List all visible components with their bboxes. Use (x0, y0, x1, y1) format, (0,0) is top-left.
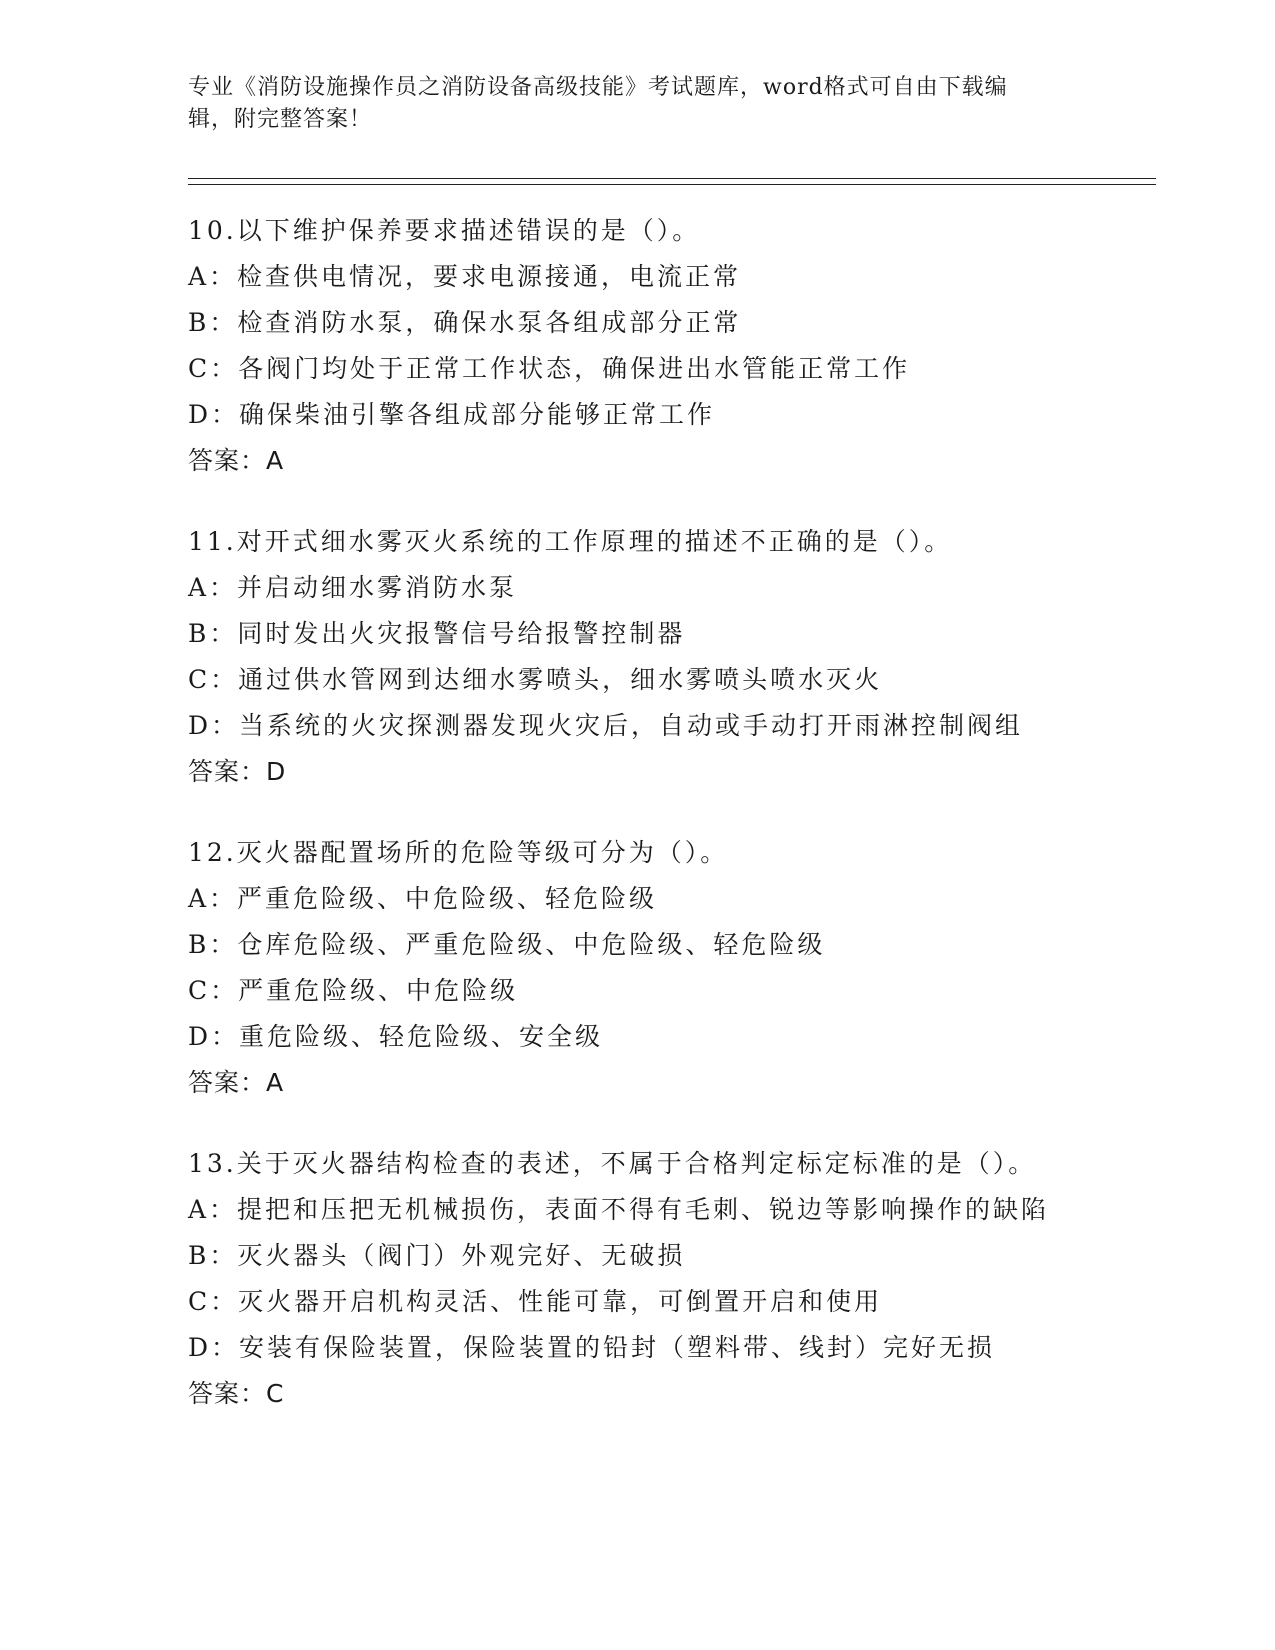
option-c: C：严重危险级、中危险级 (188, 976, 519, 1005)
option-a: A：严重危险级、中危险级、轻危险级 (188, 884, 658, 913)
option-b: B：仓库危险级、严重危险级、中危险级、轻危险级 (188, 930, 826, 959)
option-b: B：检查消防水泵，确保水泵各组成部分正常 (188, 308, 742, 337)
option-a: A：检查供电情况，要求电源接通，电流正常 (188, 262, 742, 291)
option-d: D：重危险级、轻危险级、安全级 (188, 1022, 604, 1051)
header-line-2: 辑，附完整答案！ (188, 107, 373, 132)
answer-line: 答案：C (188, 1379, 285, 1408)
option-d: D：安装有保险装置，保险装置的铅封（塑料带、线封）完好无损 (188, 1333, 996, 1362)
question-list (188, 208, 1156, 1452)
option-b: B：灭火器头（阀门）外观完好、无破损 (188, 1241, 686, 1270)
question-stem: 12.灭火器配置场所的危险等级可分为（）。 (188, 838, 729, 867)
option-a: A：并启动细水雾消防水泵 (188, 573, 518, 602)
question-10 (188, 208, 1156, 484)
option-c: C：灭火器开启机构灵活、性能可靠，可倒置开启和使用 (188, 1287, 883, 1316)
option-c: C：通过供水管网到达细水雾喷头，细水雾喷头喷水灭火 (188, 665, 883, 694)
question-13 (188, 1141, 1156, 1417)
question-12 (188, 830, 1156, 1106)
option-d: D：确保柴油引擎各组成部分能够正常工作 (188, 400, 716, 429)
question-11 (188, 519, 1156, 795)
option-d: D：当系统的火灾探测器发现火灾后，自动或手动打开雨淋控制阀组 (188, 711, 1024, 740)
question-stem: 13.关于灭火器结构检查的表述，不属于合格判定标定标准的是（）。 (188, 1149, 1037, 1178)
document-header (188, 72, 1068, 136)
answer-line: 答案：A (188, 446, 285, 475)
header-line-1: 专业《消防设施操作员之消防设备高级技能》考试题库，word格式可自由下载编 (188, 75, 1008, 100)
option-c: C：各阀门均处于正常工作状态，确保进出水管能正常工作 (188, 354, 911, 383)
question-stem: 10.以下维护保养要求描述错误的是（）。 (188, 216, 701, 245)
answer-line: 答案：A (188, 1068, 285, 1097)
header-divider-top (188, 178, 1156, 179)
answer-line: 答案：D (188, 757, 287, 786)
option-a: A：提把和压把无机械损伤，表面不得有毛刺、锐边等影响操作的缺陷 (188, 1195, 1050, 1224)
header-divider-bottom (188, 184, 1156, 185)
option-b: B：同时发出火灾报警信号给报警控制器 (188, 619, 686, 648)
question-stem: 11.对开式细水雾灭火系统的工作原理的描述不正确的是（）。 (188, 527, 953, 556)
